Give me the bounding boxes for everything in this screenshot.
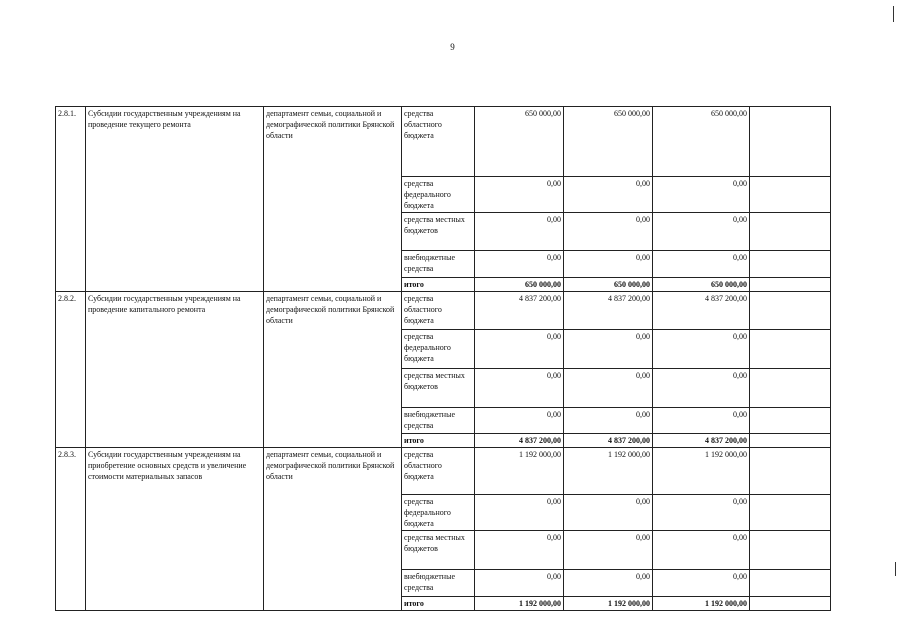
funding-source: средства федерального бюджета	[402, 495, 475, 531]
table-row	[56, 448, 831, 495]
empty-cell	[750, 570, 831, 597]
item-name: Субсидии государственным учреждениям на приобретение основных средств и увеличение стоимости материальных запасов	[86, 448, 264, 611]
amount-value: 0,00	[564, 369, 653, 408]
amount-value: 4 837 200,00	[475, 292, 564, 330]
total-label: итого	[402, 434, 475, 448]
amount-value: 650 000,00	[564, 107, 653, 177]
amount-value: 4 837 200,00	[653, 292, 750, 330]
amount-value: 0,00	[653, 213, 750, 251]
funding-source: средства местных бюджетов	[402, 213, 475, 251]
total-label: итого	[402, 597, 475, 611]
amount-value: 0,00	[653, 330, 750, 369]
item-executor: департамент семьи, социальной и демографической политики Брянской области	[264, 107, 402, 292]
empty-cell	[750, 408, 831, 434]
amount-value: 0,00	[475, 369, 564, 408]
item-executor: департамент семьи, социальной и демографической политики Брянской области	[264, 448, 402, 611]
amount-value: 0,00	[564, 531, 653, 570]
empty-cell	[750, 292, 831, 330]
funding-source: внебюджетные средства	[402, 570, 475, 597]
empty-cell	[750, 369, 831, 408]
amount-value: 4 837 200,00	[564, 292, 653, 330]
amount-value: 0,00	[653, 570, 750, 597]
total-label: итого	[402, 278, 475, 292]
amount-value: 0,00	[653, 495, 750, 531]
amount-value: 0,00	[564, 177, 653, 213]
page-number: 9	[450, 42, 455, 52]
amount-value: 0,00	[475, 213, 564, 251]
total-value: 650 000,00	[475, 278, 564, 292]
empty-cell	[750, 278, 831, 292]
item-name: Субсидии государственным учреждениям на проведение капитального ремонта	[86, 292, 264, 448]
empty-cell	[750, 213, 831, 251]
total-value: 1 192 000,00	[564, 597, 653, 611]
item-executor: департамент семьи, социальной и демографической политики Брянской области	[264, 292, 402, 448]
funding-source: внебюджетные средства	[402, 408, 475, 434]
empty-cell	[750, 531, 831, 570]
table-body	[56, 107, 831, 611]
amount-value: 0,00	[475, 531, 564, 570]
table-row	[56, 107, 831, 177]
amount-value: 0,00	[564, 570, 653, 597]
amount-value: 0,00	[475, 177, 564, 213]
amount-value: 1 192 000,00	[475, 448, 564, 495]
amount-value: 0,00	[475, 251, 564, 278]
funding-source: средства местных бюджетов	[402, 531, 475, 570]
empty-cell	[750, 597, 831, 611]
amount-value: 0,00	[475, 408, 564, 434]
funding-source: средства федерального бюджета	[402, 177, 475, 213]
amount-value: 0,00	[564, 251, 653, 278]
amount-value: 0,00	[475, 570, 564, 597]
funding-source: средства областного бюджета	[402, 292, 475, 330]
amount-value: 0,00	[653, 177, 750, 213]
table-row	[56, 292, 831, 330]
item-number: 2.8.3.	[56, 448, 86, 611]
total-value: 650 000,00	[564, 278, 653, 292]
item-number: 2.8.1.	[56, 107, 86, 292]
empty-cell	[750, 107, 831, 177]
amount-value: 0,00	[564, 330, 653, 369]
empty-cell	[750, 495, 831, 531]
amount-value: 650 000,00	[653, 107, 750, 177]
total-value: 4 837 200,00	[475, 434, 564, 448]
item-name: Субсидии государственным учреждениям на проведение текущего ремонта	[86, 107, 264, 292]
amount-value: 0,00	[653, 251, 750, 278]
amount-value: 0,00	[564, 408, 653, 434]
funding-source: средства федерального бюджета	[402, 330, 475, 369]
amount-value: 0,00	[653, 531, 750, 570]
funding-source: внебюджетные средства	[402, 251, 475, 278]
amount-value: 0,00	[475, 330, 564, 369]
total-value: 4 837 200,00	[564, 434, 653, 448]
scan-mark-top-right	[893, 6, 894, 22]
total-value: 4 837 200,00	[653, 434, 750, 448]
empty-cell	[750, 448, 831, 495]
total-value: 1 192 000,00	[653, 597, 750, 611]
funding-source: средства местных бюджетов	[402, 369, 475, 408]
total-value: 650 000,00	[653, 278, 750, 292]
amount-value: 0,00	[475, 495, 564, 531]
amount-value: 0,00	[653, 408, 750, 434]
amount-value: 1 192 000,00	[653, 448, 750, 495]
empty-cell	[750, 251, 831, 278]
empty-cell	[750, 177, 831, 213]
funding-source: средства областного бюджета	[402, 107, 475, 177]
scan-mark-mid-right	[895, 562, 896, 576]
total-value: 1 192 000,00	[475, 597, 564, 611]
empty-cell	[750, 434, 831, 448]
amount-value: 1 192 000,00	[564, 448, 653, 495]
empty-cell	[750, 330, 831, 369]
amount-value: 0,00	[564, 495, 653, 531]
item-number: 2.8.2.	[56, 292, 86, 448]
amount-value: 0,00	[653, 369, 750, 408]
budget-table	[55, 106, 831, 611]
amount-value: 0,00	[564, 213, 653, 251]
amount-value: 650 000,00	[475, 107, 564, 177]
funding-source: средства областного бюджета	[402, 448, 475, 495]
